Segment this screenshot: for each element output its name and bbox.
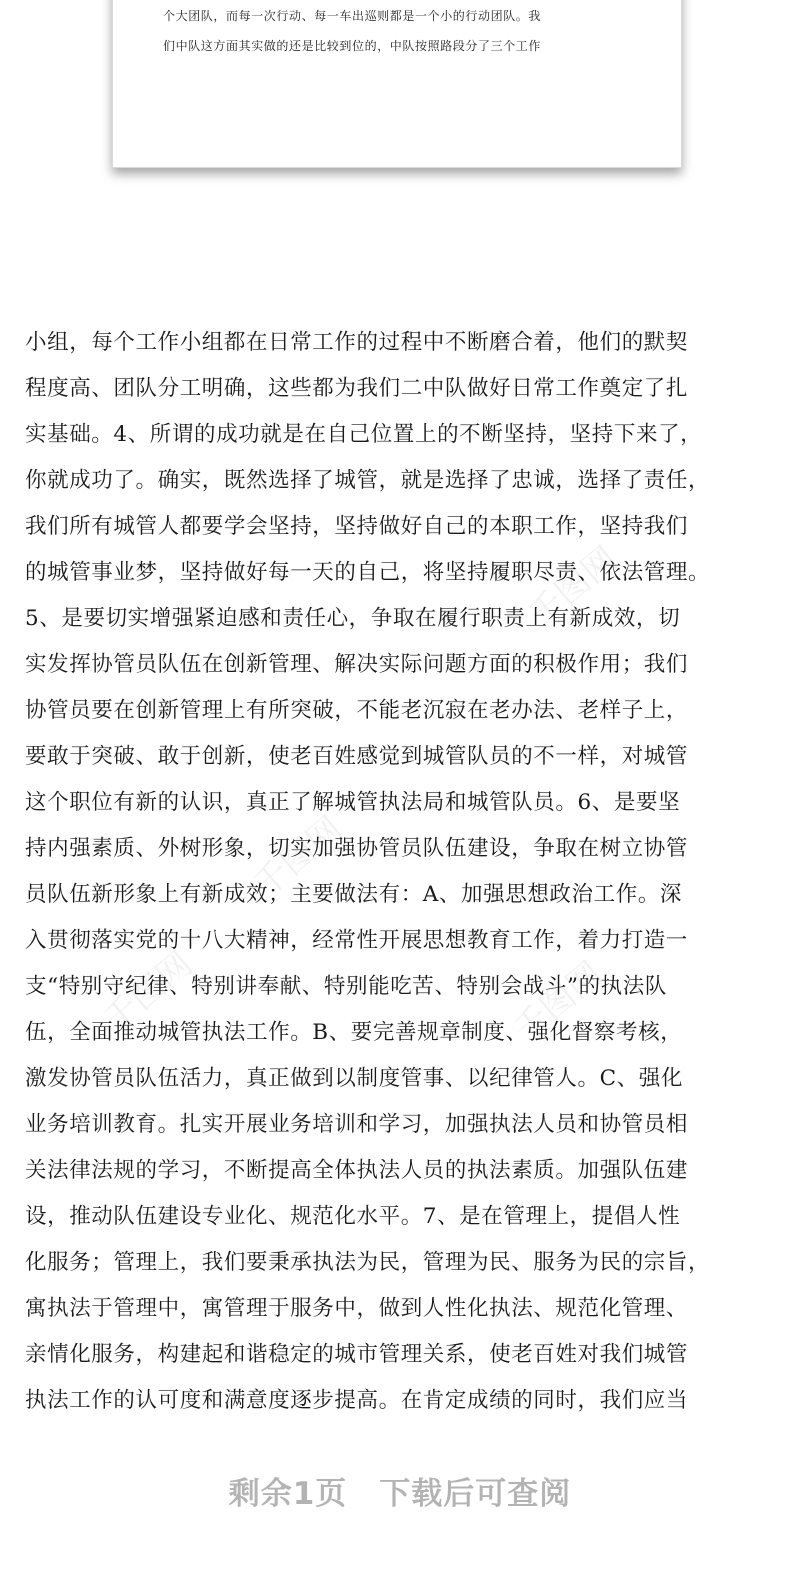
document-preview-card — [112, 0, 682, 168]
body-line: 亲情化服务，构建起和谐稳定的城市管理关系，使老百姓对我们城管 — [25, 1342, 689, 1367]
body-line: 关法律法规的学习，不断提高全体执法人员的执法素质。加强队伍建 — [25, 1158, 689, 1183]
watermark-1: 千图网 — [246, 809, 351, 906]
watermark-2: 千图网 — [521, 539, 626, 636]
body-line: 员队伍新形象上有新成效；主要做法有：A、加强思想政治工作。深 — [25, 882, 683, 907]
body-line: 化服务；管理上，我们要秉承执法为民，管理为民、服务为民的宗旨， — [25, 1250, 711, 1275]
body-line: 业务培训教育。扎实开展业务培训和学习，加强执法人员和协管员相 — [25, 1112, 689, 1137]
watermark-3: 千图网 — [506, 954, 611, 1051]
body-line: 你就成功了。确实，既然选择了城管，就是选择了忠诚，选择了责任， — [25, 468, 711, 493]
document-body — [25, 320, 785, 1424]
body-line: 要敢于突破、敢于创新，使老百姓感觉到城管队员的不一样，对城管 — [25, 744, 689, 769]
body-line: 程度高、团队分工明确，这些都为我们二中队做好日常工作奠定了扎 — [25, 376, 689, 401]
body-line: 5、是要切实增强紧迫感和责任心，争取在履行职责上有新成效，切 — [25, 606, 681, 631]
body-line: 的城管事业梦，坚持做好每一天的自己，将坚持履职尽责、依法管理。 — [25, 560, 711, 585]
body-line: 设，推动队伍建设专业化、规范化水平。7、是在管理上，提倡人性 — [25, 1204, 681, 1229]
body-line: 小组，每个工作小组都在日常工作的过程中不断磨合着，他们的默契 — [25, 330, 689, 355]
body-line: 我们所有城管人都要学会坚持，坚持做好自己的本职工作，坚持我们 — [25, 514, 689, 539]
remaining-pages-notice[interactable]: 剩余1页 下载后可查阅 — [228, 1476, 572, 1512]
body-line: 持内强素质、外树形象，切实加强协管员队伍建设，争取在树立协管 — [25, 836, 689, 861]
body-line: 入贯彻落实党的十八大精神，经常性开展思想教育工作，着力打造一 — [25, 928, 689, 953]
body-line: 这个职位有新的认识，真正了解城管执法局和城管队员。6、是要坚 — [25, 790, 681, 815]
body-line: 伍，全面推动城管执法工作。B、要完善规章制度、强化督察考核， — [25, 1020, 683, 1045]
body-line: 寓执法于管理中，寓管理于服务中，做到人性化执法、规范化管理、 — [25, 1296, 689, 1321]
body-line: 实发挥协管员队伍在创新管理、解决实际问题方面的积极作用；我们 — [25, 652, 689, 677]
preview-line-1: 个大团队，而每一次行动、每一车出巡则都是一个小的行动团队。我 — [163, 9, 542, 23]
body-line: 支“特别守纪律、特别讲奉献、特别能吃苦、特别会战斗”的执法队 — [25, 974, 667, 999]
body-line: 激发协管员队伍活力，真正做到以制度管事、以纪律管人。C、强化 — [25, 1066, 683, 1091]
watermark-4: 千图网 — [96, 944, 201, 1041]
body-line: 实基础。4、所谓的成功就是在自己位置上的不断坚持，坚持下来了， — [25, 422, 703, 447]
body-line: 协管员要在创新管理上有所突破，不能老沉寂在老办法、老样子上， — [25, 698, 689, 723]
body-line: 执法工作的认可度和满意度逐步提高。在肯定成绩的同时，我们应当 — [25, 1388, 689, 1413]
preview-line-2: 们中队这方面其实做的还是比较到位的，中队按照路段分了三个工作 — [163, 39, 542, 53]
